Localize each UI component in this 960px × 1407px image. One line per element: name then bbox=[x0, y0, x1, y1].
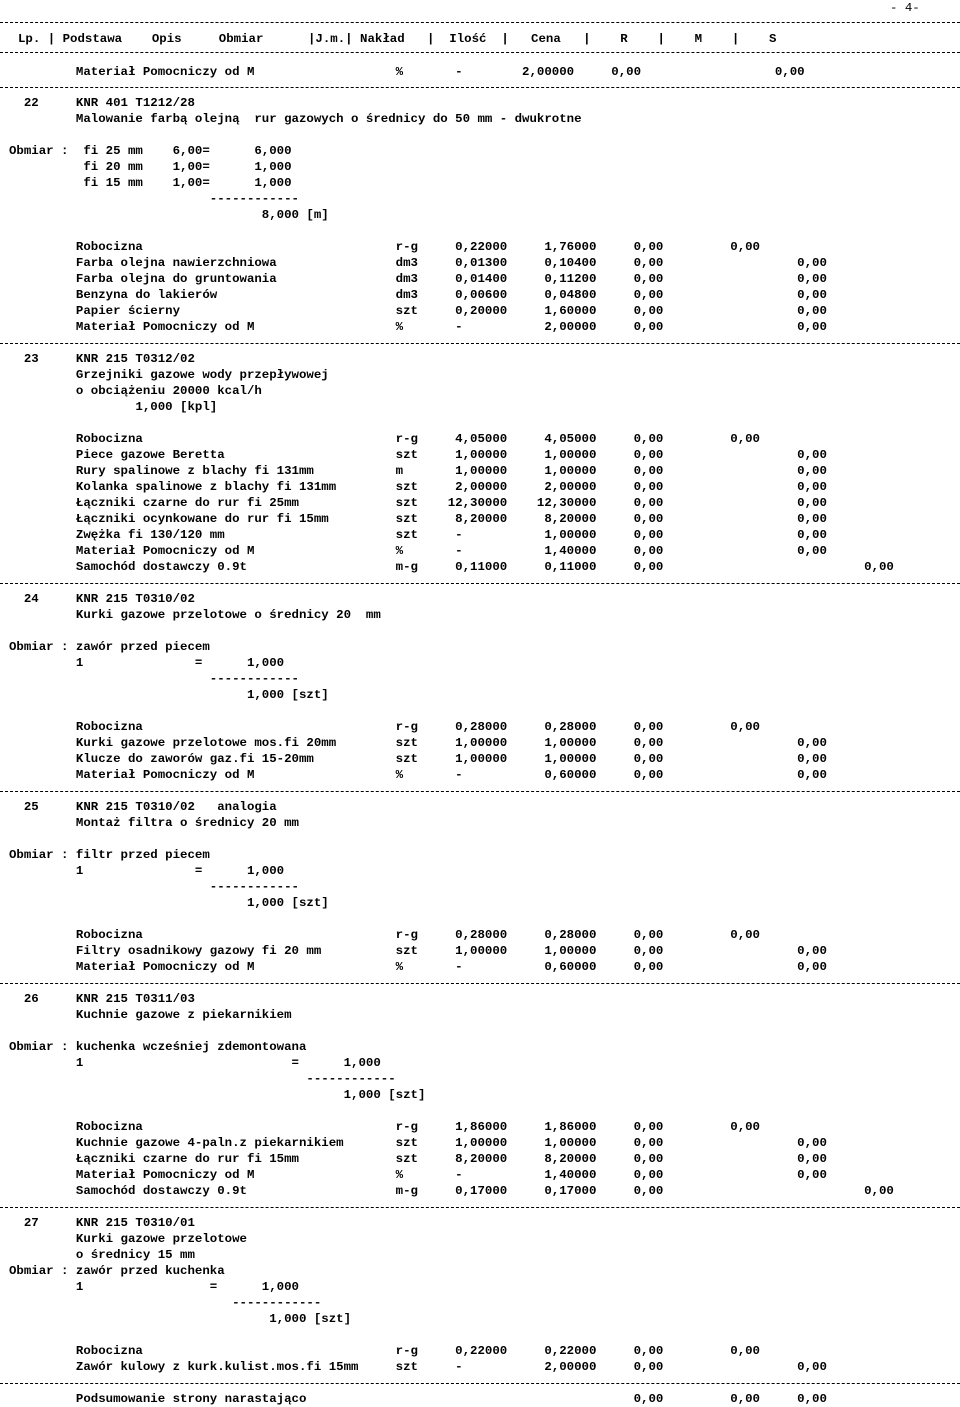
document-line: 1,000 [szt] bbox=[9, 688, 329, 702]
document-line: Grzejniki gazowe wody przepływowej bbox=[9, 368, 329, 382]
document-line: Łączniki ocynkowane do rur fi 15mm szt 8,20000 8,20000 0,00 0,00 bbox=[9, 512, 827, 526]
document-line: o średnicy 15 mm bbox=[9, 1248, 195, 1262]
document-line: 24 KNR 215 T0310/02 bbox=[9, 592, 195, 606]
document-line: ------------ bbox=[9, 1296, 322, 1310]
section-rule bbox=[0, 1207, 960, 1208]
document-line: Kolanka spalinowe z blachy fi 131mm szt 2,00000 2,00000 0,00 0,00 bbox=[9, 480, 827, 494]
document-line: Materiał Pomocniczy od M % - 0,60000 0,00 0,00 bbox=[9, 960, 827, 974]
document-line: Łączniki czarne do rur fi 25mm szt 12,30000 12,30000 0,00 0,00 bbox=[9, 496, 827, 510]
column-header-row: Lp. | Podstawa Opis Obmiar |J.m.| Nakład | Ilość | Cena | R | M | S bbox=[18, 32, 777, 46]
document-line: Zawór kulowy z kurk.kulist.mos.fi 15mm szt - 2,00000 0,00 0,00 bbox=[9, 1360, 827, 1374]
document-line: Obmiar : zawór przed piecem bbox=[9, 640, 210, 654]
document-line: 1 = 1,000 bbox=[9, 1280, 299, 1294]
document-line: 25 KNR 215 T0310/02 analogia bbox=[9, 800, 277, 814]
section-rule bbox=[0, 1383, 960, 1384]
document-line: Papier ścierny szt 0,20000 1,60000 0,00 0,00 bbox=[9, 304, 827, 318]
section-rule bbox=[0, 791, 960, 792]
document-line: 1,000 [kpl] bbox=[9, 400, 218, 414]
document-line: ------------ bbox=[9, 1072, 396, 1086]
document-line: 27 KNR 215 T0310/01 bbox=[9, 1216, 195, 1230]
page-marker: - 4- bbox=[890, 1, 920, 15]
document-line: Robocizna r-g 0,22000 0,22000 0,00 0,00 bbox=[9, 1344, 760, 1358]
document-line: Farba olejna do gruntowania dm3 0,01400 0,11200 0,00 0,00 bbox=[9, 272, 827, 286]
document-line: ------------ bbox=[9, 192, 299, 206]
document-line: 1,000 [szt] bbox=[9, 1088, 426, 1102]
document-line: 23 KNR 215 T0312/02 bbox=[9, 352, 195, 366]
document-line: fi 20 mm 1,00= 1,000 bbox=[9, 160, 292, 174]
document-line: Kurki gazowe przelotowe mos.fi 20mm szt 1,00000 1,00000 0,00 0,00 bbox=[9, 736, 827, 750]
document-line: Obmiar : zawór przed kuchenka bbox=[9, 1264, 225, 1278]
document-line: 1,000 [szt] bbox=[9, 1312, 352, 1326]
document-line: 1,000 [szt] bbox=[9, 896, 329, 910]
document-line: Łączniki czarne do rur fi 15mm szt 8,20000 8,20000 0,00 0,00 bbox=[9, 1152, 827, 1166]
document-line: Filtry osadnikowy gazowy fi 20 mm szt 1,00000 1,00000 0,00 0,00 bbox=[9, 944, 827, 958]
section-rule bbox=[0, 583, 960, 584]
document-line: Malowanie farbą olejną rur gazowych o średnicy do 50 mm - dwukrotne bbox=[9, 112, 582, 126]
header-rule-bottom bbox=[0, 52, 960, 53]
document-line: Benzyna do lakierów dm3 0,00600 0,04800 0,00 0,00 bbox=[9, 288, 827, 302]
document-line: Materiał Pomocniczy od M % - 1,40000 0,00 0,00 bbox=[9, 544, 827, 558]
document-line: Rury spalinowe z blachy fi 131mm m 1,00000 1,00000 0,00 0,00 bbox=[9, 464, 827, 478]
document-line: Samochód dostawczy 0.9t m-g 0,17000 0,17000 0,00 0,00 bbox=[9, 1184, 894, 1198]
document-line: Obmiar : fi 25 mm 6,00= 6,000 bbox=[9, 144, 292, 158]
document-line: 1 = 1,000 bbox=[9, 1056, 381, 1070]
document-line: Robocizna r-g 4,05000 4,05000 0,00 0,00 bbox=[9, 432, 760, 446]
document-line: Materiał Pomocniczy od M % - 2,00000 0,00 0,00 bbox=[9, 320, 827, 334]
section-rule bbox=[0, 983, 960, 984]
document-line: ------------ bbox=[9, 880, 299, 894]
document-line: Materiał Pomocniczy od M % - 2,00000 0,00 0,00 bbox=[9, 65, 805, 79]
document-line: Farba olejna nawierzchniowa dm3 0,01300 0,10400 0,00 0,00 bbox=[9, 256, 827, 270]
document-line: 22 KNR 401 T1212/28 bbox=[9, 96, 195, 110]
document-line: 8,000 [m] bbox=[9, 208, 329, 222]
document-line: 1 = 1,000 bbox=[9, 864, 285, 878]
document-line: Kuchnie gazowe z piekarnikiem bbox=[9, 1008, 292, 1022]
document-line: Materiał Pomocniczy od M % - 1,40000 0,00 0,00 bbox=[9, 1168, 827, 1182]
document-line: Robocizna r-g 0,28000 0,28000 0,00 0,00 bbox=[9, 928, 760, 942]
section-rule bbox=[0, 343, 960, 344]
document-line: 1 = 1,000 bbox=[9, 656, 285, 670]
document-line: 26 KNR 215 T0311/03 bbox=[9, 992, 195, 1006]
document-line: Samochód dostawczy 0.9t m-g 0,11000 0,11000 0,00 0,00 bbox=[9, 560, 894, 574]
document-line: Robocizna r-g 0,22000 1,76000 0,00 0,00 bbox=[9, 240, 760, 254]
document-line: Obmiar : kuchenka wcześniej zdemontowana bbox=[9, 1040, 307, 1054]
header-rule-top bbox=[0, 22, 960, 23]
document-line: Obmiar : filtr przed piecem bbox=[9, 848, 210, 862]
document-line: Piece gazowe Beretta szt 1,00000 1,00000 0,00 0,00 bbox=[9, 448, 827, 462]
document-line: Robocizna r-g 1,86000 1,86000 0,00 0,00 bbox=[9, 1120, 760, 1134]
document-line: Materiał Pomocniczy od M % - 0,60000 0,00 0,00 bbox=[9, 768, 827, 782]
document-line: ------------ bbox=[9, 672, 299, 686]
document-line: o obciążeniu 20000 kcal/h bbox=[9, 384, 262, 398]
document-line: Kuchnie gazowe 4-paln.z piekarnikiem szt 1,00000 1,00000 0,00 0,00 bbox=[9, 1136, 827, 1150]
document-line: Podsumowanie strony narastająco 0,00 0,00 0,00 bbox=[9, 1392, 827, 1406]
document-line: fi 15 mm 1,00= 1,000 bbox=[9, 176, 292, 190]
document-line: Kurki gazowe przelotowe o średnicy 20 mm bbox=[9, 608, 381, 622]
document-line: Klucze do zaworów gaz.fi 15-20mm szt 1,00000 1,00000 0,00 0,00 bbox=[9, 752, 827, 766]
document-line: Robocizna r-g 0,28000 0,28000 0,00 0,00 bbox=[9, 720, 760, 734]
document-line: Zwężka fi 130/120 mm szt - 1,00000 0,00 0,00 bbox=[9, 528, 827, 542]
document-line: Kurki gazowe przelotowe bbox=[9, 1232, 247, 1246]
document-line: Montaż filtra o średnicy 20 mm bbox=[9, 816, 299, 830]
section-rule bbox=[0, 87, 960, 88]
